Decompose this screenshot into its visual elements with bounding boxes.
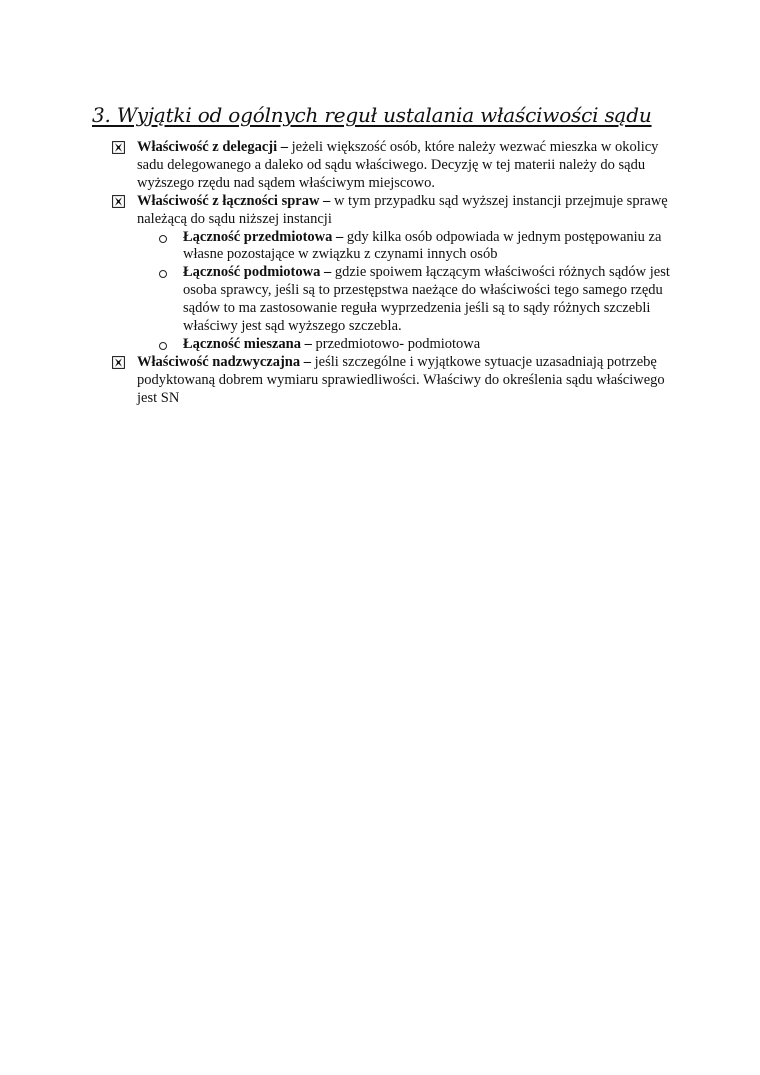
list-item-delegation (112, 139, 672, 193)
item-text: jeśli szczególne i wyjątkowe sytuacje uzasadniają potrzebę podyktowaną dobrem wymiaru sprawiedliwości. Właściwy do określenia sądu właściwego jest SN (137, 353, 665, 406)
cross-pattee-box-icon (112, 195, 125, 208)
item-text: jeżeli większość osób, które należy wezwać mieszka w okolicy sadu delegowanego a daleko od sądu właściwego. Decyzję w tej materii należy do sądu wyższego rzędu nad sądem właściwym miejscowo. (137, 139, 659, 191)
sub-item-text: gdy kilka osób odpowiada w jednym postępowaniu za własne pozostające w związku z czynami innych osób (183, 228, 662, 263)
item-term: Właściwość z łączności spraw – (137, 192, 331, 209)
sub-item-term: Łączność mieszana – (183, 335, 312, 352)
item-term: Właściwość z delegacji – (137, 139, 289, 155)
document-content (112, 139, 672, 408)
sub-list (137, 229, 672, 354)
section-heading: 3. Wyjątki od ogólnych reguł ustalania właściwości sądu (92, 103, 652, 127)
sub-item-term: Łączność podmiotowa – (183, 264, 332, 281)
list-item-extraordinary (112, 354, 672, 408)
item-term: Właściwość nadzwyczajna – (137, 353, 311, 370)
sub-item-mixed (137, 336, 672, 354)
hollow-circle-icon (159, 235, 167, 243)
sub-item-text: gdzie spoiwem łączącym właściwości różnych sądów jest osoba sprawcy, jeśli są to przestępstwa naeżące do właściwości tego samego rzędu sądów to ma zastosowanie reguła wyprzedzenia jeśli są to sądy różnych szczebli właściwy jest sąd wyższego szczebla. (183, 264, 670, 335)
list-item-joinder (112, 193, 672, 354)
cross-pattee-box-icon (112, 356, 125, 369)
cross-pattee-box-icon (112, 141, 125, 154)
item-text: w tym przypadku sąd wyższej instancji przejmuje sprawę należącą do sądu niższej instancji (137, 192, 668, 227)
sub-item-objective (137, 229, 672, 265)
hollow-circle-icon (159, 342, 167, 350)
main-list (112, 139, 672, 408)
hollow-circle-icon (159, 270, 167, 278)
sub-item-subjective (137, 264, 672, 336)
sub-item-text: przedmiotowo- podmiotowa (311, 335, 481, 352)
sub-item-term: Łączność przedmiotowa – (183, 228, 344, 245)
